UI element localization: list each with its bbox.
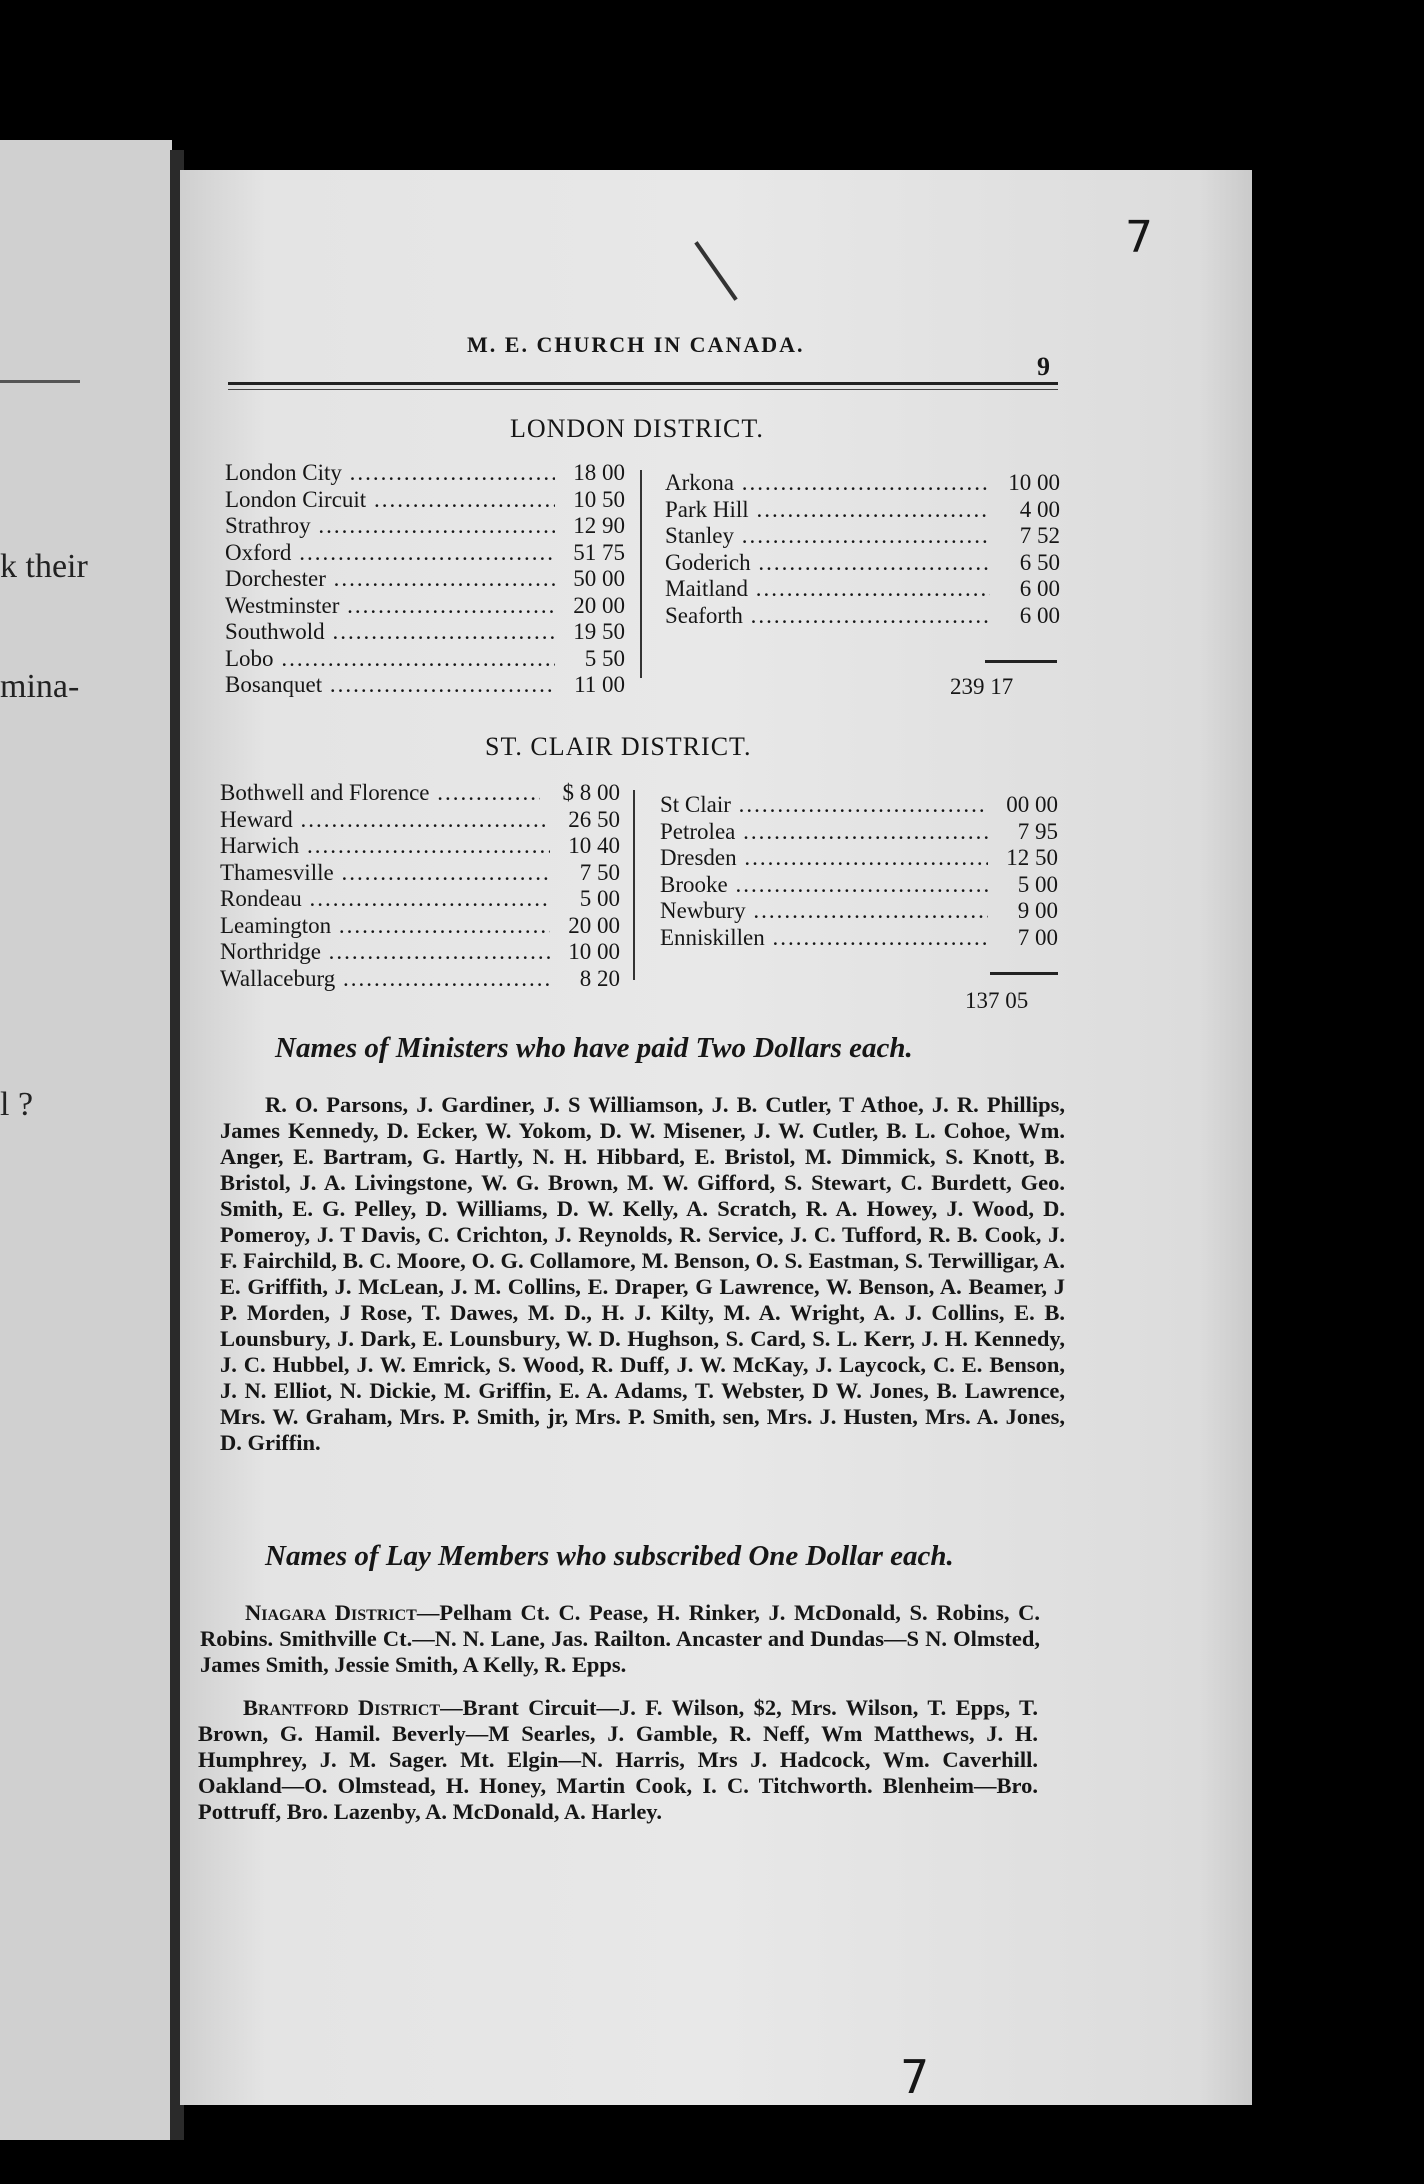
table-row: Wallaceburg ..... 8 20 <box>220 966 620 993</box>
table-row: Dresden ..... 12 50 <box>660 845 1058 872</box>
running-head: M. E. CHURCH IN CANADA. <box>467 332 805 357</box>
book-page <box>180 170 1252 2105</box>
table-row: Harwich ..... 10 40 <box>220 833 620 860</box>
column-divider <box>640 470 642 678</box>
district-label: Niagara District <box>245 1600 417 1625</box>
london-right-column <box>665 470 1060 629</box>
previous-page-rule <box>0 380 80 383</box>
london-total: 239 17 <box>950 674 1014 699</box>
table-row: London City ..... 18 00 <box>225 460 625 487</box>
stclair-left-column <box>220 780 620 992</box>
stclair-district-title: ST. CLAIR DISTRICT. <box>485 732 752 761</box>
lay-members-heading: Names of Lay Members who subscribed One Dollar each. <box>265 1540 954 1572</box>
total-rule <box>985 660 1057 663</box>
table-row: Westminster ..... 20 00 <box>225 593 625 620</box>
previous-page-fragment: mina- <box>0 668 80 705</box>
previous-page-fragment: l ? <box>0 1086 34 1123</box>
page-number: 9 <box>1037 352 1050 381</box>
stclair-right-column <box>660 792 1058 951</box>
table-row: Bothwell and Florence ..... $ 8 00 <box>220 780 620 807</box>
header-rule-thin <box>228 389 1058 390</box>
district-text: —Brant Circuit—J. F. Wilson, $2, Mrs. Wilson, T. Epps, T. Brown, G. Hamil. Beverly—M Searles, J. Gamble, R. Neff, Wm Matthews, J. H. Humphrey, J. M. Sager. Mt. Elgin—N. Harris, Mrs J. Hadcock, Wm. Caverhill. Oakland—O. Olmstead, H. Honey, Martin Cook, I. C. Titchworth. Blenheim—Bro. Pottruff, Bro. Lazenby, A. McDonald, A. Harley. <box>198 1695 1038 1824</box>
table-row: Oxford ..... 51 75 <box>225 540 625 567</box>
column-divider <box>633 790 635 980</box>
table-row: Thamesville ..... 7 50 <box>220 860 620 887</box>
table-row: Goderich ..... 6 50 <box>665 550 1060 577</box>
table-row: Rondeau ..... 5 00 <box>220 886 620 913</box>
stclair-total: 137 05 <box>965 988 1029 1013</box>
table-row: Southwold ..... 19 50 <box>225 619 625 646</box>
table-row: Bosanquet ..... 11 00 <box>225 672 625 699</box>
district-text: —Pelham Ct. C. Pease, H. Rinker, J. McDonald, S. Robins, C. Robins. Smithville Ct.—N. N. Lane, Jas. Railton. Ancaster and Dundas—S N. Olmsted, James Smith, Jessie Smith, A Kelly, R. Epps. <box>200 1600 1040 1677</box>
table-row: Park Hill ..... 4 00 <box>665 497 1060 524</box>
london-left-column <box>225 460 625 699</box>
table-row: Heward ..... 26 50 <box>220 807 620 834</box>
table-row: Dorchester ..... 50 00 <box>225 566 625 593</box>
ministers-list: R. O. Parsons, J. Gardiner, J. S Williamson, J. B. Cutler, T Athoe, J. R. Phillips, James Kennedy, D. Ecker, W. Yokom, D. W. Misener, J. W. Cutler, B. L. Cohoe, Wm. Anger, E. Bartram, G. Hartly, N. H. Hibbard, E. Bristol, M. Dimmick, S. Knott, B. Bristol, J. A. Livingstone, W. G. Brown, M. W. Gifford, S. Stewart, C. Burdett, Geo. Smith, E. G. Pelley, D. Williams, D. W. Kelly, A. Scratch, R. A. Howey, J. Wood, D. Pomeroy, J. T Davis, C. Crichton, J. Reynolds, R. Service, J. C. Tufford, R. B. Cook, J. F. Fairchild, B. C. Moore, O. G. Collamore, M. Benson, O. S. Eastman, S. Terwilligar, A. E. Griffith, J. McLean, J. M. Collins, E. Draper, G Lawrence, W. Benson, A. Beamer, J P. Morden, J Rose, T. Dawes, M. D., H. J. Kilty, M. A. Wright, A. J. Collins, E. B. Lounsbury, J. Dark, E. Lounsbury, W. D. Hughson, S. Card, S. L. Kerr, J. H. Kennedy, J. C. Hubbel, J. W. Emrick, S. Wood, R. Duff, J. W. McKay, J. Laycock, C. E. Benson, J. N. Elliot, N. Dickie, M. Griffin, E. A. Adams, T. Webster, D W. Jones, B. Lawrence, Mrs. W. Graham, Mrs. P. Smith, jr, Mrs. P. Smith, sen, Mrs. J. Husten, Mrs. A. Jones, D. Griffin. <box>220 1092 1065 1455</box>
table-row: Enniskillen ..... 7 00 <box>660 925 1058 952</box>
pencil-page-mark: 7 <box>1125 212 1153 263</box>
table-row: Petrolea ..... 7 95 <box>660 819 1058 846</box>
table-row: Strathroy ..... 12 90 <box>225 513 625 540</box>
table-row: Stanley ..... 7 52 <box>665 523 1060 550</box>
table-row: Leamington ..... 20 00 <box>220 913 620 940</box>
district-label: Brantford District <box>243 1695 441 1720</box>
table-row: Arkona ..... 10 00 <box>665 470 1060 497</box>
table-row: Brooke ..... 5 00 <box>660 872 1058 899</box>
table-row: Northridge ..... 10 00 <box>220 939 620 966</box>
brantford-district-paragraph <box>198 1695 1038 1825</box>
table-row: St Clair ..... 00 00 <box>660 792 1058 819</box>
header-rule <box>228 382 1058 385</box>
pencil-bottom-mark: 7 <box>900 2050 930 2104</box>
previous-page <box>0 140 172 2140</box>
table-row: Seaforth ..... 6 00 <box>665 603 1060 630</box>
total-rule <box>990 972 1058 975</box>
table-row: London Circuit ..... 10 50 <box>225 487 625 514</box>
ministers-heading: Names of Ministers who have paid Two Dollars each. <box>275 1032 913 1064</box>
table-row: Maitland ..... 6 00 <box>665 576 1060 603</box>
table-row: Lobo ..... 5 50 <box>225 646 625 673</box>
table-row: Newbury ..... 9 00 <box>660 898 1058 925</box>
niagara-district-paragraph <box>200 1600 1040 1678</box>
london-district-title: LONDON DISTRICT. <box>510 414 764 443</box>
pencil-stroke <box>694 241 737 301</box>
previous-page-fragment: k their <box>0 548 88 585</box>
